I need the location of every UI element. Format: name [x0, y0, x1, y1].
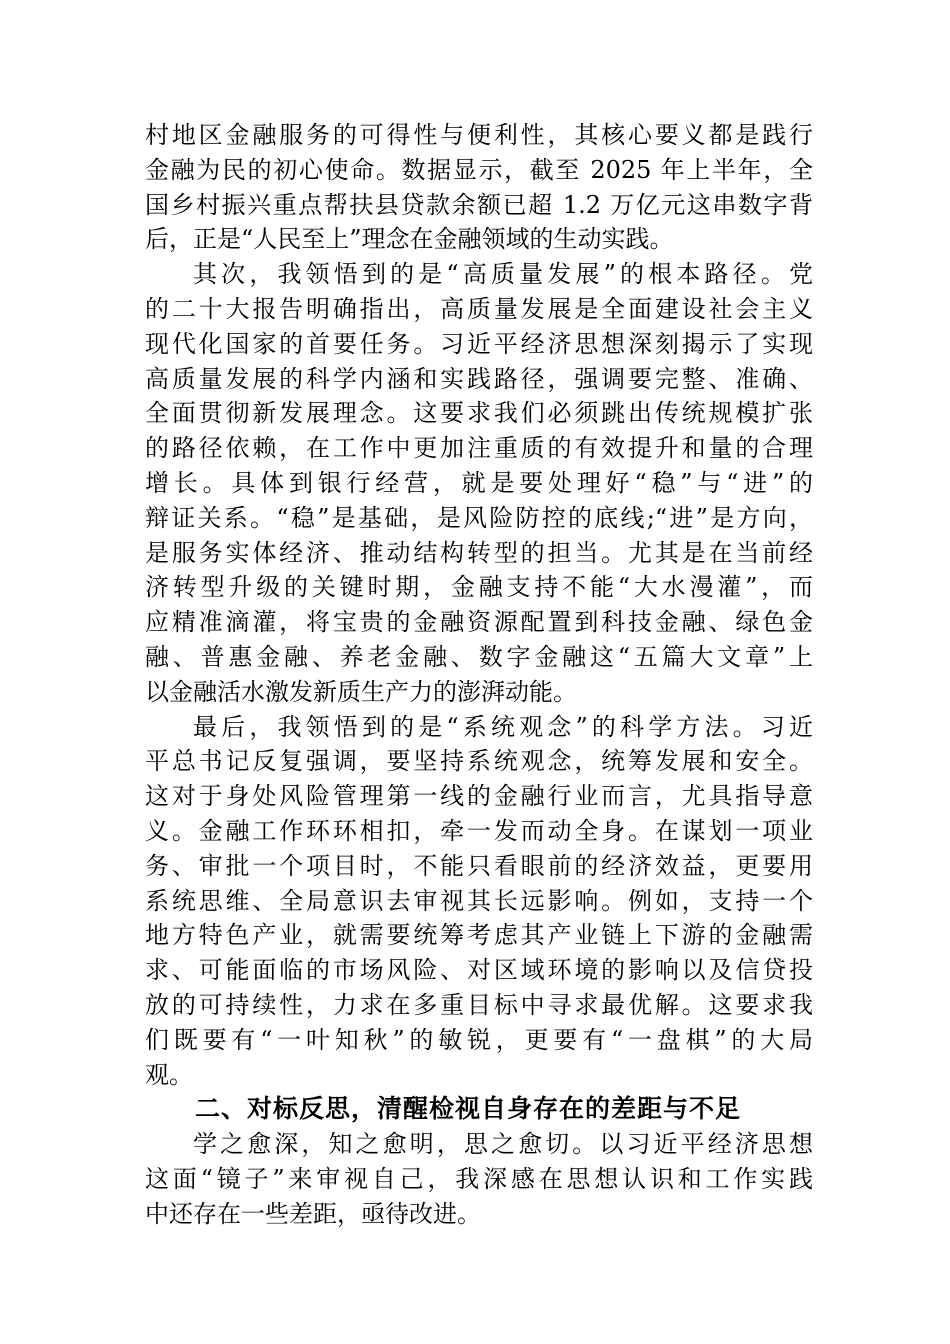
text-line: 后，正是“人民至上”理念在金融领域的生动实践。 [145, 225, 674, 254]
text-line: 以金融活水激发新质生产力的澎湃动能。 [145, 677, 577, 706]
text-line: 求、可能面临的市场风险、对区域环境的影响以及信贷投 [145, 956, 813, 985]
text-line: 中还存在一些差距，亟待改进。 [145, 1199, 481, 1228]
text-line: 金融为民的初心使命。数据显示，截至 2025 年上半年，全 [145, 155, 813, 184]
text-line: 融、普惠金融、养老金融、数字金融这“五篇大文章”上 [145, 642, 813, 671]
text-line: 全面贯彻新发展理念。这要求我们必须跳出传统规模扩张 [145, 399, 813, 428]
text-line: 是服务实体经济、推动结构转型的担当。尤其是在当前经 [145, 538, 813, 567]
text-line: 最后，我领悟到的是“系统观念”的科学方法。习近 [193, 712, 813, 741]
section-heading: 二、对标反思，清醒检视自身存在的差距与不足 [195, 1095, 742, 1124]
text-line: 现代化国家的首要任务。习近平经济思想深刻揭示了实现 [145, 329, 813, 358]
text-line: 们既要有“一叶知秋”的敏锐，更要有“一盘棋”的大局 [145, 1025, 813, 1054]
text-line: 义。金融工作环环相扣，牵一发而动全身。在谋划一项业 [145, 816, 813, 845]
text-line: 系统思维、全局意识去审视其长远影响。例如，支持一个 [145, 886, 813, 915]
text-line: 国乡村振兴重点帮扶县贷款余额已超 1.2 万亿元这串数字背 [145, 190, 813, 219]
text-line: 平总书记反复强调，要坚持系统观念，统筹发展和安全。 [145, 747, 813, 776]
text-line: 的二十大报告明确指出，高质量发展是全面建设社会主义 [145, 294, 813, 323]
text-line: 的路径依赖，在工作中更加注重质的有效提升和量的合理 [145, 434, 813, 463]
text-line: 增长。具体到银行经营，就是要处理好“稳”与“进”的 [145, 468, 813, 497]
text-line: 放的可持续性，力求在多重目标中寻求最优解。这要求我 [145, 990, 813, 1019]
document-text-block [145, 118, 813, 1232]
text-line: 济转型升级的关键时期，金融支持不能“大水漫灌”，而 [145, 573, 813, 602]
text-line: 辩证关系。“稳”是基础，是风险防控的底线;“进”是方向， [145, 503, 813, 532]
text-line: 应精准滴灌，将宝贵的金融资源配置到科技金融、绿色金 [145, 608, 813, 637]
text-line: 观。 [145, 1060, 193, 1089]
text-line: 其次，我领悟到的是“高质量发展”的根本路径。党 [193, 260, 813, 289]
text-line: 这面“镜子”来审视自己，我深感在思想认识和工作实践 [145, 1164, 813, 1193]
text-line: 务、审批一个项目时，不能只看眼前的经济效益，更要用 [145, 851, 813, 880]
text-line: 村地区金融服务的可得性与便利性，其核心要义都是践行 [145, 121, 813, 149]
text-line: 高质量发展的科学内涵和实践路径，强调要完整、准确、 [145, 364, 813, 393]
text-line: 学之愈深，知之愈明，思之愈切。以习近平经济思想 [193, 1130, 813, 1159]
text-line: 地方特色产业，就需要统筹考虑其产业链上下游的金融需 [145, 921, 813, 950]
text-line: 这对于身处风险管理第一线的金融行业而言，尤具指导意 [145, 782, 813, 811]
